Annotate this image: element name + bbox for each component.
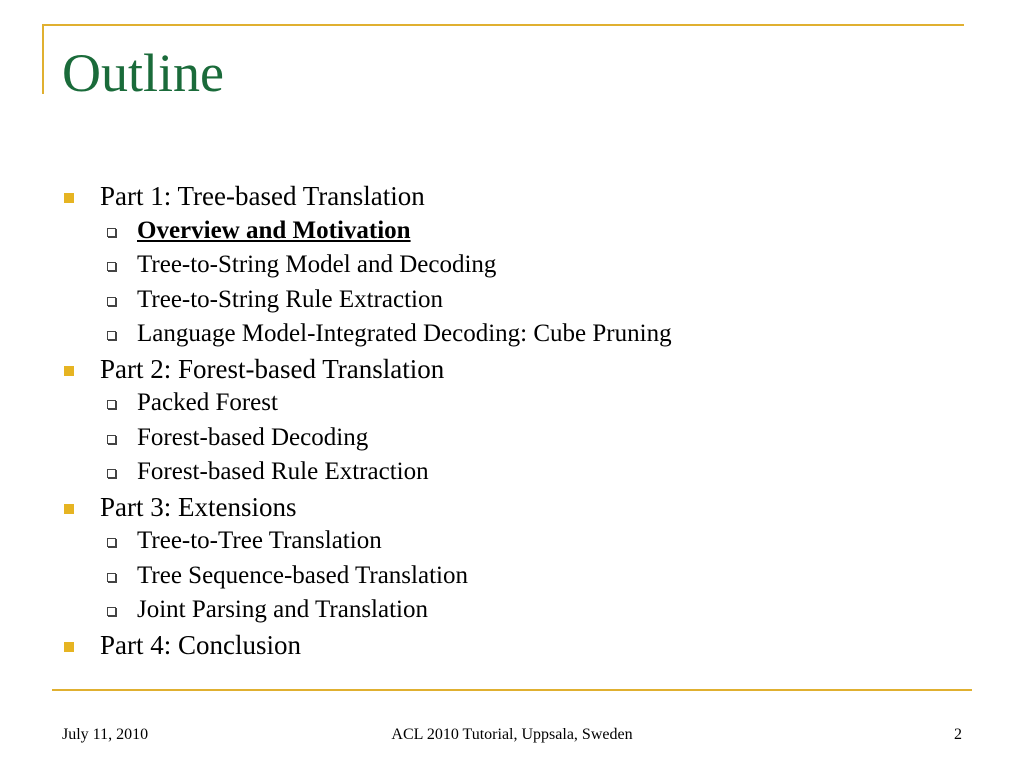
part-2-subitem-forest-decoding: [60, 420, 980, 455]
square-bullet-icon: [64, 504, 74, 514]
footer-divider: [52, 689, 972, 691]
page-number: 2: [954, 726, 962, 743]
part-1-label: Part 1: Tree-based Translation: [100, 181, 425, 211]
outline-list: [60, 178, 980, 661]
checkbox-bullet-icon: [107, 228, 116, 237]
checkbox-bullet-icon: [107, 400, 116, 409]
part-4-label: Part 4: Conclusion: [100, 629, 301, 660]
square-bullet-icon: [64, 366, 74, 376]
part-3-subitem-tree-sequence: [60, 558, 980, 593]
part-3-subitem-tree-to-tree: [60, 523, 980, 558]
part-2-label: Part 2: Forest-based Translation: [100, 353, 445, 384]
part-1-subitem-model-decoding: [60, 247, 980, 282]
footer-date: July 11, 2010: [62, 726, 149, 743]
checkbox-bullet-icon: [107, 262, 116, 271]
subitem-label: Forest-based Rule Extraction: [137, 458, 429, 485]
subitem-label: Packed Forest: [137, 389, 278, 416]
subitem-label: Joint Parsing and Translation: [137, 596, 428, 623]
part-1-subitem-cube-pruning: [60, 316, 980, 351]
subitem-label: Language Model-Integrated Decoding: Cube Pruning: [137, 320, 672, 347]
part-1-item: [60, 178, 980, 213]
subitem-label: Tree-to-Tree Translation: [137, 527, 382, 554]
slide-title: Outline: [62, 43, 224, 103]
checkbox-bullet-icon: [107, 297, 116, 306]
checkbox-bullet-icon: [107, 607, 116, 616]
checkbox-bullet-icon: [107, 573, 116, 582]
part-1-subitem-rule-extraction: [60, 282, 980, 317]
part-3-item: [60, 489, 980, 524]
footer-event: ACL 2010 Tutorial, Uppsala, Sweden: [391, 726, 633, 743]
subitem-label: Tree-to-String Model and Decoding: [137, 251, 497, 278]
current-section-label: Overview and Motivation: [137, 216, 411, 244]
part-1-subitem-overview: [60, 213, 980, 248]
checkbox-bullet-icon: [107, 469, 116, 478]
subitem-label: Tree-to-String Rule Extraction: [137, 285, 443, 313]
subitem-label: Tree Sequence-based Translation: [137, 561, 468, 589]
part-2-item: [60, 351, 980, 386]
part-2-subitem-forest-rule-extraction: [60, 454, 980, 489]
part-4-item: [60, 627, 980, 662]
part-2-subitem-packed-forest: [60, 385, 980, 420]
checkbox-bullet-icon: [107, 538, 116, 547]
title-frame-left-line: [42, 24, 44, 94]
checkbox-bullet-icon: [107, 435, 116, 444]
square-bullet-icon: [64, 193, 74, 203]
square-bullet-icon: [64, 642, 74, 652]
checkbox-bullet-icon: [107, 331, 116, 340]
part-3-subitem-joint-parsing: [60, 592, 980, 627]
title-frame-top-line: [42, 24, 964, 26]
part-3-label: Part 3: Extensions: [100, 491, 297, 522]
subitem-label: Forest-based Decoding: [137, 423, 369, 451]
